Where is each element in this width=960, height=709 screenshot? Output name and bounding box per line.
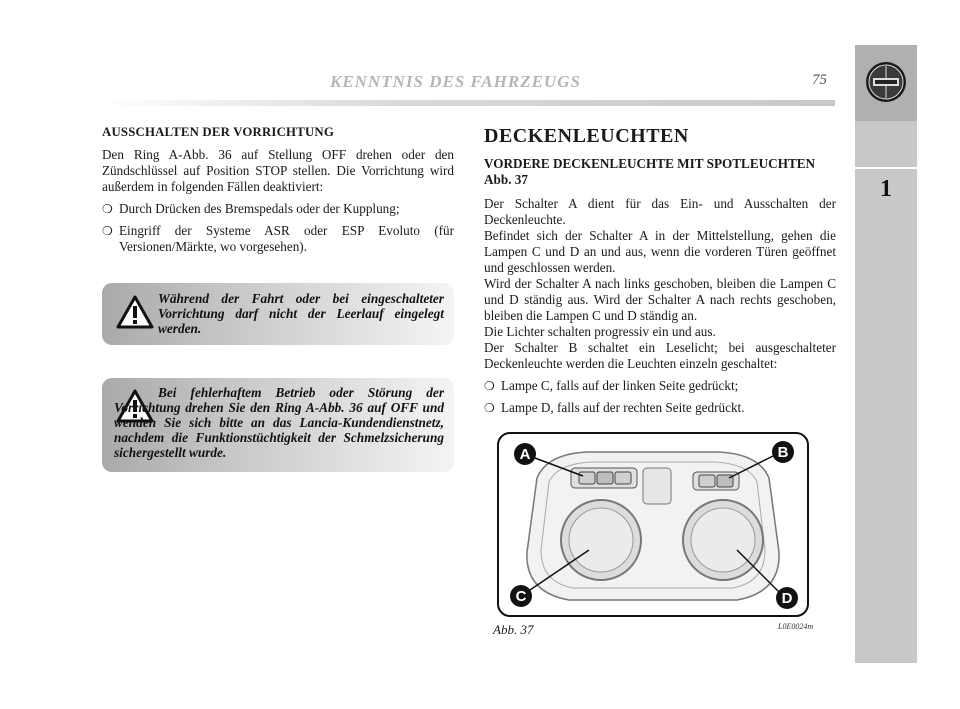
warning-text: Während der Fahrt oder bei eingeschalteter Vorrichtung darf nicht der Leerlauf eingelegt werden. [158,291,444,336]
paragraph: Der Schalter A dient für das Ein- und Ausschalten der Deckenleuchte. [484,196,836,227]
tab-divider [855,167,917,169]
ceiling-light-figure [497,432,809,617]
bullet-circle-icon: ❍ [102,202,113,216]
header-rule [100,100,835,106]
bullet-text: Lampe C, falls auf der linken Seite gedrückt; [501,378,739,393]
section-heading: AUSSCHALTEN DER VORRICHTUNG [102,125,334,139]
bullet-text: Eingriff der Systeme ASR oder ESP Evoluto (für Versionen/Märkte, wo vorgesehen). [119,223,454,254]
sub-heading: VORDERE DECKENLEUCHTE MIT SPOTLEUCHTEN Abb. 37 [484,156,816,187]
running-header-title: KENNTNIS DES FAHRZEUGS [330,72,581,91]
svg-text:B: B [777,444,789,461]
paragraph: Die Lichter schalten progressiv ein und aus. [484,324,716,339]
left-column [102,124,454,261]
figure-label-d [776,587,798,609]
main-heading: DECKENLEUCHTEN [484,125,689,147]
warning-text: Bei fehlerhaftem Betrieb oder Störung der Vorrichtung drehen Sie den Ring A-Abb. 36 auf OFF und wenden Sie sich bitte an das Lancia-Kundendienstnetz, nachdem die Funktionstüchtigkeit der Schmelzsicherung sichergestellt wurde. [114,385,444,460]
svg-text:A: A [519,446,531,463]
warning-box [102,378,454,472]
right-column [484,125,836,416]
paragraph: Der Schalter B schaltet ein Leselicht; bei ausgeschalteter Deckenleuchte werden die Leuchten einzeln geschaltet: [484,340,836,371]
lancia-logo-icon [864,58,908,106]
page-number: 75 [812,72,827,88]
bullet-circle-icon: ❍ [484,401,495,415]
bullet-text: Lampe D, falls auf der rechten Seite gedrückt. [501,400,745,415]
bullet-item [102,201,454,217]
bullet-circle-icon: ❍ [102,224,113,238]
figure-label-c [510,585,532,607]
logo-area [855,45,917,121]
chapter-side-tab [855,45,917,663]
bullet-item [102,223,454,255]
warning-box [102,283,454,345]
paragraph: Wird der Schalter A nach links geschoben, bleiben die Lampen C und D ständig aus. Wird der Schalter A nach rechts geschoben, bleiben die Lampen C und D ständig an. [484,276,836,323]
bullet-item [484,378,836,394]
figure-label-b [772,441,794,463]
warning-triangle-icon [116,295,154,329]
bullet-circle-icon: ❍ [484,379,495,393]
paragraph: Den Ring A-Abb. 36 auf Stellung OFF drehen oder den Zündschlüssel auf Position STOP stellen. Die Vorrichtung wird außerdem in folgenden Fällen deaktiviert: [102,147,454,194]
bullet-text: Durch Drücken des Bremspedals oder der Kupplung; [119,201,400,216]
paragraph: Befindet sich der Schalter A in der Mittelstellung, gehen die Lampen C und D an und aus, wenn die vorderen Türen geöffnet und geschlossen werden. [484,228,836,275]
svg-text:D: D [781,590,793,607]
figure-caption: Abb. 37 [493,622,534,637]
chapter-number: 1 [880,176,892,202]
bullet-item [484,400,836,416]
svg-text:C: C [515,588,527,605]
figure-code: L0E0024m [778,622,814,631]
figure-label-a [514,443,536,465]
